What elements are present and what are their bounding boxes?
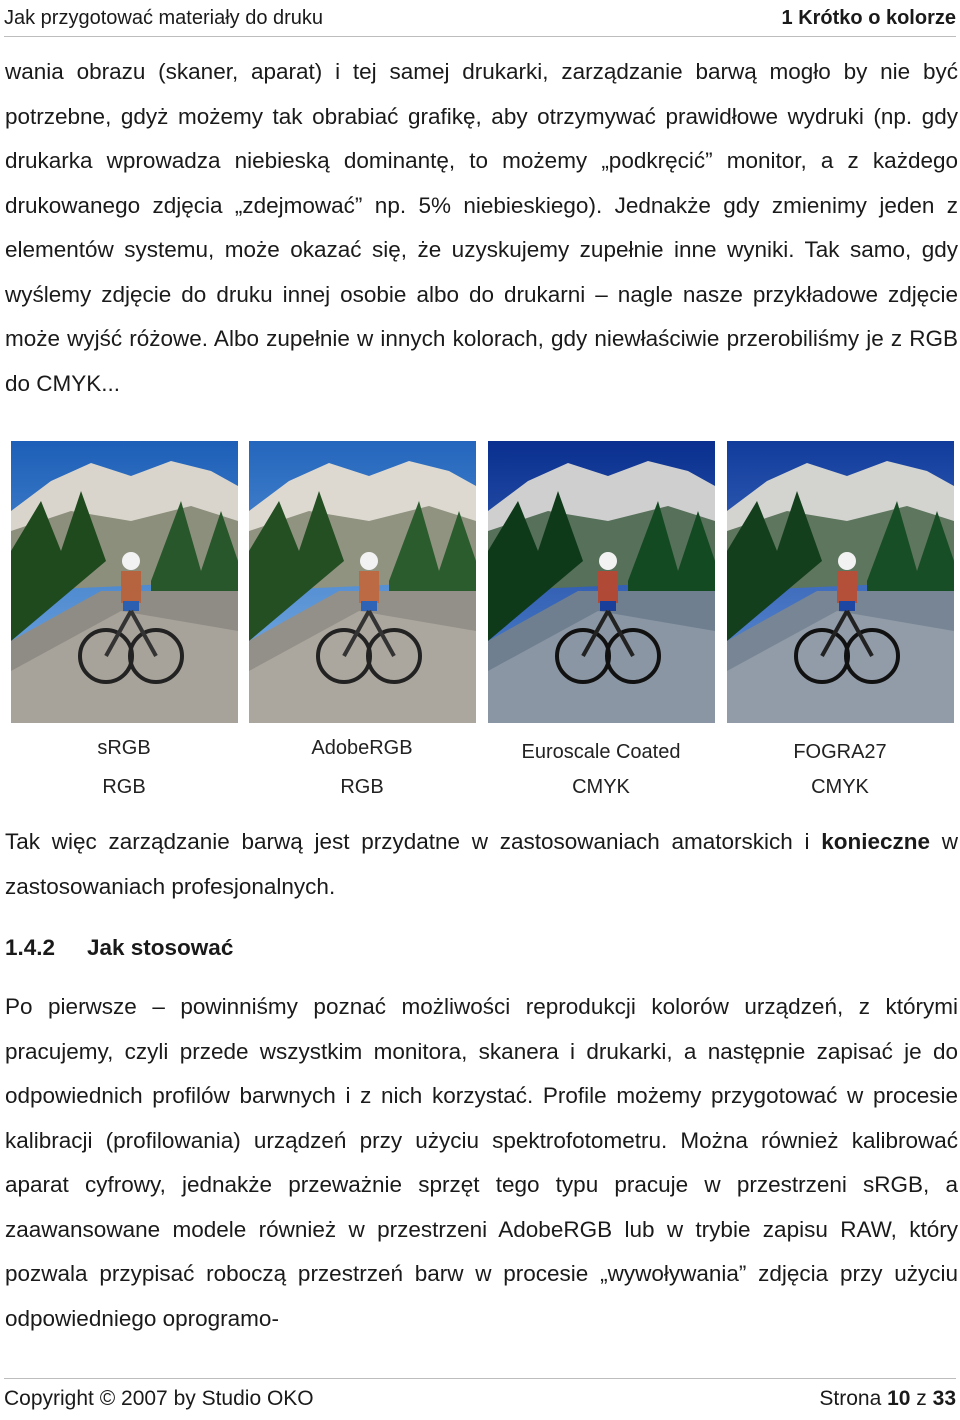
page-total: 33 [932, 1387, 956, 1410]
summary-text-b: w zastosowaniach profesjonalnych. [5, 829, 958, 899]
page-header [4, 0, 956, 37]
footer-copyright: Copyright © 2007 by Studio OKO [4, 1387, 314, 1410]
page-separator: z [916, 1387, 927, 1410]
caption-mode-4: CMYK [811, 776, 869, 798]
caption-mode-2: RGB [340, 776, 384, 798]
paragraph-intro: wania obrazu (skaner, aparat) i tej samej drukarki, zarządzanie barwą mogło by nie być potrzebne, gdyż możemy tak obrabiać grafikę, aby otrzymywać prawidłowe wydruki (np. gdy drukarka wprowadza niebieską dominantę, to możemy „podkręcić” monitor, a z każdego drukowanego zdjęcia „zdejmować” np. 5% niebieskiego). Jednakże gdy zmienimy jeden z elementów systemu, może okazać się, że uzyskujemy zupełnie inne wyniki. Tak samo, gdy wyślemy zdjęcie do druku innej osobie albo do drukarni – nagle nasze przykładowe zdjęcie może wyjść różowe. Albo zupełnie w innych kolorach, gdy niewłaściwie przerobiliśmy je z RGB do CMYK... [5, 59, 958, 396]
paragraph-how-to: Po pierwsze – powinniśmy poznać możliwości reprodukcji kolorów urządzeń, z którymi pracujemy, czyli przede wszystkim monitora, skanera i drukarki, a następnie zapisać je do odpowiednich profilów barwnych i z nich korzystać. Profile możemy przygotować w procesie kalibracji (profilowania) urządzeń przy użyciu spektrofotometru. Można również kalibrować aparat cyfrowy, jednakże przeważnie sprzęt tego typu pracuje w przestrzeni sRGB, a zaawansowane modele również w przestrzeni AdobeRGB lub w trybie zapisu RAW, który pozwala przypisać roboczą przestrzeń barw w procesie „wywoływania” zdjęcia przy użyciu odpowiedniego oprogramo- [5, 994, 958, 1331]
page-footer [4, 1378, 956, 1419]
caption-mode-1: RGB [102, 776, 146, 798]
caption-profile-2: AdobeRGB [311, 737, 413, 759]
paragraph-summary [5, 820, 958, 909]
page-label: Strona [819, 1387, 882, 1410]
header-chapter-title: 1 Krótko o kolorze [781, 6, 956, 29]
photo-adobergb [249, 441, 476, 723]
caption-profile-3: Euroscale Coated [521, 741, 681, 763]
page-current: 10 [887, 1387, 911, 1410]
caption-mode-3: CMYK [572, 776, 630, 798]
footer-page-number [819, 1387, 956, 1411]
summary-emphasis: konieczne [821, 829, 931, 854]
section-number: 1.4.2 [5, 935, 56, 960]
photo-fogra27 [727, 441, 954, 723]
caption-profile-4: FOGRA27 [793, 741, 887, 763]
photo-euroscale-coated [488, 441, 715, 723]
section-title: Jak stosować [87, 935, 234, 960]
photo-srgb [11, 441, 238, 723]
section-heading [5, 935, 233, 961]
caption-profile-1: sRGB [97, 737, 151, 759]
summary-text-a: Tak więc zarządzanie barwą jest przydatne w zastosowaniach amatorskich i [5, 829, 810, 854]
header-document-title: Jak przygotować materiały do druku [4, 6, 324, 29]
